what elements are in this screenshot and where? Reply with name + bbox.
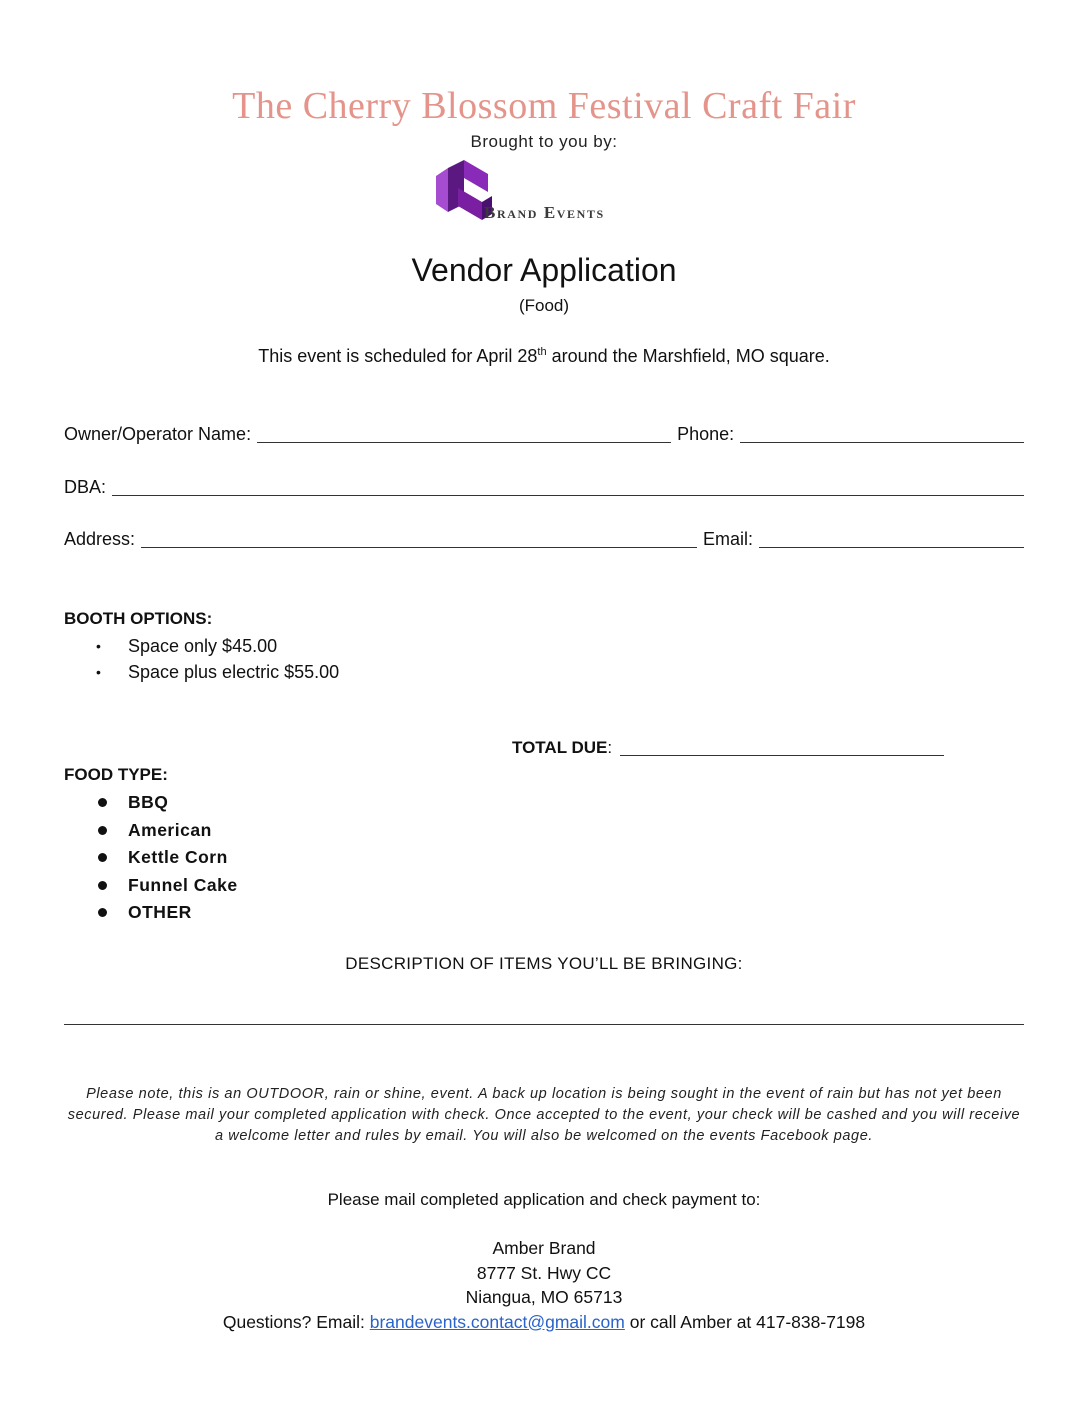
total-due-colon: : xyxy=(607,738,613,757)
event-schedule-text xyxy=(0,346,1088,367)
document-title: Vendor Application xyxy=(411,252,677,288)
booth-option-item xyxy=(96,659,339,685)
questions-suffix: or call Amber at 417-838-7198 xyxy=(624,1311,866,1332)
description-heading: DESCRIPTION OF ITEMS YOU’LL BE BRINGING: xyxy=(345,954,743,973)
address-street: 8777 St. Hwy CC xyxy=(476,1262,612,1283)
email-label: Email: xyxy=(703,529,754,549)
total-due-field[interactable] xyxy=(620,738,944,756)
event-schedule-suffix: around the Marshfield, MO square. xyxy=(546,346,830,366)
address-field[interactable] xyxy=(141,530,697,548)
phone-field[interactable] xyxy=(740,425,1024,443)
brand-events-logo-text: Brand Events xyxy=(484,203,605,222)
food-type-item[interactable] xyxy=(96,899,238,927)
fair-title: The Cherry Blossom Festival Craft Fair xyxy=(232,85,856,127)
mailing-address xyxy=(0,1236,1088,1334)
dba-label: DBA: xyxy=(64,477,107,497)
outdoor-event-note: Please note, this is an OUTDOOR, rain or shine, event. A back up location is being sought in the event of rain but has not yet been secured. Please mail your completed application with check. Once accepted to the event, your check will be cashed and you will receive a welcome letter and rules by email. You will also be welcomed on the events Facebook page. xyxy=(67,1086,1021,1144)
total-due-label: TOTAL DUE xyxy=(512,738,608,757)
mail-instruction: Please mail completed application and check payment to: xyxy=(327,1190,761,1209)
owner-name-field[interactable] xyxy=(257,425,671,443)
food-type-item[interactable] xyxy=(96,844,238,872)
document-subtitle: (Food) xyxy=(518,296,570,315)
food-type-item[interactable] xyxy=(96,817,238,845)
booth-options-heading: BOOTH OPTIONS: xyxy=(64,609,213,628)
food-type-label: OTHER xyxy=(128,902,192,923)
total-due-row xyxy=(512,738,944,758)
questions-line xyxy=(0,1310,1088,1335)
address-city: Niangua, MO 65713 xyxy=(465,1287,623,1307)
dba-row xyxy=(64,477,1024,498)
owner-name-label: Owner/Operator Name: xyxy=(64,424,252,444)
brought-by-text: Brought to you by: xyxy=(470,132,618,151)
address-label: Address: xyxy=(64,529,136,549)
address-email-row xyxy=(64,529,1024,550)
dba-field[interactable] xyxy=(112,478,1024,496)
bullet-icon: • xyxy=(96,664,101,680)
bullet-icon xyxy=(98,853,107,862)
event-schedule-prefix: This event is scheduled for April 28 xyxy=(258,346,538,366)
food-type-list xyxy=(96,789,238,927)
food-type-label: BBQ xyxy=(128,792,169,813)
food-type-item[interactable] xyxy=(96,789,238,817)
bullet-icon xyxy=(98,908,107,917)
email-field[interactable] xyxy=(759,530,1024,548)
description-field[interactable] xyxy=(64,1024,1024,1025)
owner-phone-row xyxy=(64,424,1024,445)
phone-label: Phone: xyxy=(677,424,735,444)
booth-option-label: Space plus electric $55.00 xyxy=(128,661,340,682)
bullet-icon xyxy=(98,881,107,890)
booth-options-list xyxy=(96,633,339,685)
booth-option-item xyxy=(96,633,339,659)
questions-prefix: Questions? Email: xyxy=(222,1311,370,1332)
event-schedule-superscript: th xyxy=(537,346,547,358)
food-type-label: Funnel Cake xyxy=(128,874,238,895)
contact-email-link[interactable]: brandevents.contact@gmail.com xyxy=(369,1311,625,1332)
food-type-heading: FOOD TYPE: xyxy=(64,765,168,784)
bullet-icon xyxy=(98,798,107,807)
food-type-label: Kettle Corn xyxy=(128,847,228,868)
bullet-icon xyxy=(98,826,107,835)
food-type-item[interactable] xyxy=(96,872,238,900)
address-name: Amber Brand xyxy=(492,1238,596,1258)
booth-option-label: Space only $45.00 xyxy=(128,635,278,656)
bullet-icon: • xyxy=(96,638,101,654)
food-type-label: American xyxy=(128,819,212,840)
